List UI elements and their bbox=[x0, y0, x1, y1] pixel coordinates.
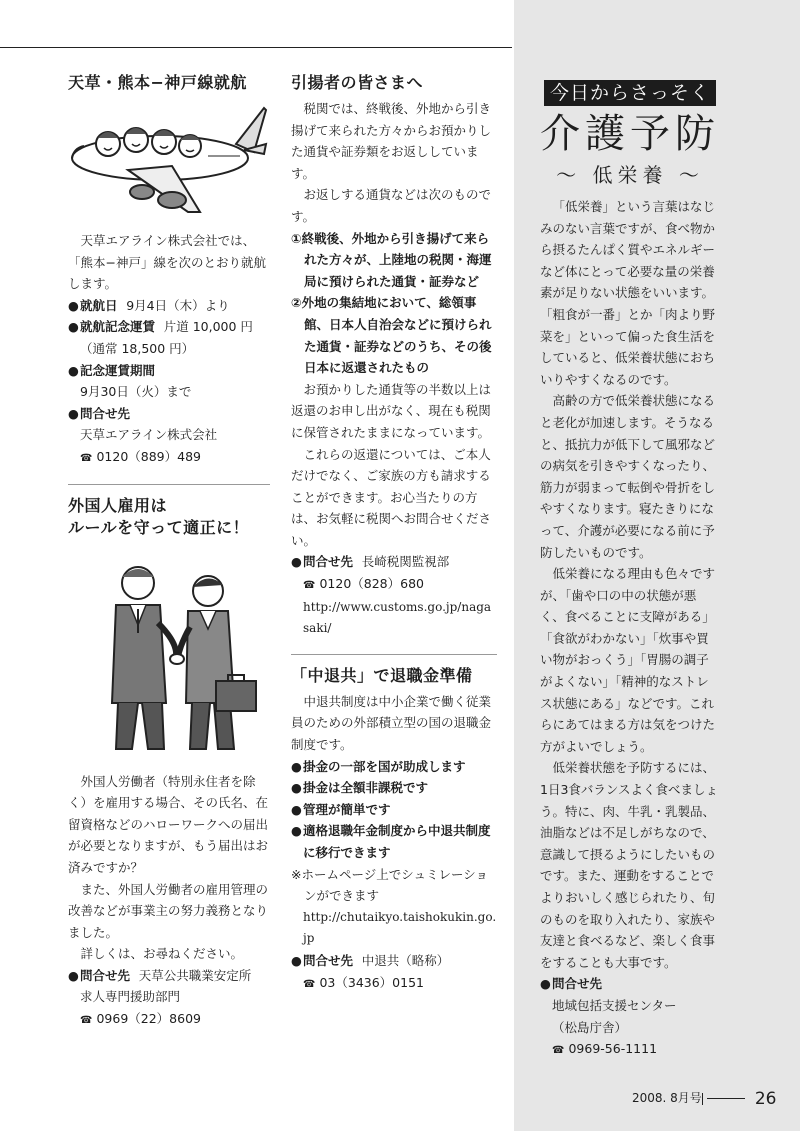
foreign-para-1: 外国人労働者（特別永住者を除く）を雇用する場合、その氏名、在留資格などのハローワークへの届出が必要となりますが、もう届出はお済みですか？ bbox=[68, 773, 269, 875]
footer-issue: 2008. 8月号 bbox=[632, 1091, 702, 1105]
chutaikyo-intro: 中退共制度は中小企業で働く従業員のための外部積立型の国の退職金制度です。 bbox=[291, 693, 492, 753]
foreign-heading bbox=[68, 495, 270, 539]
bullet-icon: ● bbox=[291, 952, 302, 968]
airline-period-value: 9月30日（火）まで bbox=[80, 384, 192, 400]
airline-period-label: 記念運賃期間 bbox=[80, 362, 156, 378]
chutaikyo-contact-phone bbox=[291, 972, 497, 996]
foreign-contact-name: 天草公共職業安定所 bbox=[138, 967, 252, 983]
bullet-icon: ● bbox=[291, 801, 302, 817]
airline-date-label: 就航日 bbox=[80, 297, 118, 313]
foreign-para-3: 詳しくは、お尋ねください。 bbox=[80, 946, 244, 962]
bullet-icon: ● bbox=[291, 758, 302, 774]
returnees-point-2: ②外地の集結地において、総領事館、日本人自治会などに預けられた通貨・証券などのうち、その後日本に返還されたもの bbox=[291, 295, 492, 376]
airline-contact-phone bbox=[68, 446, 270, 470]
bullet-icon: ● bbox=[68, 319, 79, 335]
care-contact-label: 問合せ先 bbox=[552, 976, 603, 992]
foreign-heading-line1: 外国人雇用は bbox=[68, 495, 168, 515]
airline-item-period bbox=[68, 360, 270, 382]
chutaikyo-point-text: 適格退職年金制度から中退共制度に移行できます bbox=[303, 823, 491, 860]
bullet-icon: ● bbox=[68, 405, 79, 421]
footer-bar bbox=[702, 1093, 703, 1105]
returnees-url-link[interactable]: http://www.customs.go.jp/nagasaki/ bbox=[303, 599, 492, 636]
returnees-contact-phone bbox=[291, 573, 497, 597]
care-para-3: 低栄養になる理由も色々ですが、「歯や口の中の状態が悪く、食べることに支障がある」「食欲がわかない」「炊事や買い物がおっくう」「胃腸の調子がよくない」「精神的なストレス状態にある」などです。これらにあてはまる方は気をつけた方がよいでしょう。 bbox=[540, 566, 716, 754]
care-subtitle: 〜 低栄養 〜 bbox=[556, 163, 704, 187]
airline-fare-value: 片道 10,000 円 bbox=[163, 319, 253, 335]
foreign-para-2: また、外国人労働者の雇用管理の改善などが事業主の努力義務となりました。 bbox=[68, 881, 269, 940]
footer-rule bbox=[707, 1098, 745, 1099]
airline-contact-label: 問合せ先 bbox=[80, 405, 131, 421]
airline-item-fare bbox=[68, 316, 270, 338]
chutaikyo-point-text: 掛金の一部を国が助成します bbox=[303, 758, 466, 774]
column-right-care bbox=[540, 74, 720, 1062]
bullet-icon: ● bbox=[540, 976, 551, 992]
care-contact-office: （松島庁舎） bbox=[552, 1019, 628, 1035]
foreign-contact-phone bbox=[68, 1008, 270, 1032]
chutaikyo-phone-number: 03（3436）0151 bbox=[319, 974, 424, 990]
column-left bbox=[68, 72, 270, 1032]
care-para-4: 低栄養状態を予防するには、1日3食バランスよく食べましょう。特に、肉、牛乳・乳製品、油脂などは不足しがちなので、意識して摂るようにしたいものです。また、運動をすることでよりおいしく感じられたり、旬のものを取り入れたり、家族や友達と食べるなど、楽しく食事をすることも大事です。 bbox=[540, 760, 719, 970]
foreign-phone-number: 0969（22）8609 bbox=[96, 1011, 201, 1027]
airline-item-date bbox=[68, 295, 270, 317]
returnees-contact-label: 問合せ先 bbox=[303, 554, 354, 570]
bullet-icon: ● bbox=[291, 780, 302, 796]
returnees-phone-number: 0120（828）680 bbox=[319, 576, 424, 592]
bullet-icon: ● bbox=[291, 554, 302, 570]
care-title: 介護予防 bbox=[540, 111, 720, 157]
care-kicker-wrap bbox=[540, 80, 720, 106]
returnees-contact-name: 長崎税関監視部 bbox=[361, 554, 450, 570]
page-number: 26 bbox=[754, 1088, 777, 1109]
care-contact-phone bbox=[540, 1038, 720, 1062]
chutaikyo-item-contact bbox=[291, 950, 497, 972]
bullet-icon: ● bbox=[68, 297, 79, 313]
chutaikyo-point bbox=[291, 799, 497, 821]
phone-icon: ☎ bbox=[303, 978, 316, 990]
foreign-contact-dept: 求人専門援助部門 bbox=[80, 989, 181, 1005]
airplane-illustration bbox=[68, 100, 268, 222]
bullet-icon: ● bbox=[291, 823, 302, 839]
phone-icon: ☎ bbox=[80, 452, 93, 464]
care-item-contact bbox=[540, 973, 720, 995]
chutaikyo-contact-name: 中退共（略称） bbox=[361, 952, 450, 968]
foreign-item-contact bbox=[68, 965, 270, 987]
chutaikyo-point-text: 掛金は全額非課税です bbox=[303, 780, 429, 796]
returnees-heading: 引揚者の皆さまへ bbox=[291, 73, 424, 92]
returnees-item-contact bbox=[291, 551, 497, 573]
returnees-point-1: ①終戦後、外地から引き揚げて来られた方々が、上陸地の税関・海運局に預けられた通貨・証券など bbox=[291, 230, 492, 289]
page-footer bbox=[632, 1088, 776, 1109]
chutaikyo-point bbox=[291, 820, 497, 863]
returnees-para-3: お預かりした通貨等の半数以上は返還のお申し出がなく、現在も税関に保管されたままになっています。 bbox=[291, 381, 492, 440]
care-contact-name: 地域包括支援センター bbox=[552, 997, 677, 1013]
chutaikyo-point bbox=[291, 777, 497, 799]
returnees-para-1: 税関では、終戦後、外地から引き揚げて来られた方々からお預かりした通貨や証券類をお返ししています。 bbox=[291, 101, 492, 181]
airline-heading: 天草・熊本−神戸線就航 bbox=[68, 73, 247, 92]
chutaikyo-point-text: 管理が簡単です bbox=[303, 801, 391, 817]
airline-fare-note: （通常 18,500 円） bbox=[80, 340, 195, 356]
airline-phone-number: 0120（889）489 bbox=[96, 448, 201, 464]
chutaikyo-heading: 「中退共」で退職金準備 bbox=[291, 665, 473, 685]
handshake-illustration bbox=[68, 553, 268, 763]
section-divider bbox=[68, 484, 270, 485]
airline-item-contact bbox=[68, 403, 270, 425]
top-rule bbox=[0, 47, 512, 48]
airline-intro: 天草エアライン株式会社では、「熊本−神戸」線を次のとおり就航します。 bbox=[68, 233, 266, 292]
section-divider bbox=[291, 654, 497, 655]
chutaikyo-url-link[interactable]: http://chutaikyo.taishokukin.go.jp bbox=[303, 909, 497, 946]
chutaikyo-point bbox=[291, 756, 497, 778]
column-middle bbox=[291, 72, 497, 995]
returnees-para-2: お返しする通貨などは次のものです。 bbox=[291, 187, 492, 224]
phone-icon: ☎ bbox=[80, 1015, 93, 1027]
phone-icon: ☎ bbox=[552, 1045, 565, 1057]
chutaikyo-contact-label: 問合せ先 bbox=[303, 952, 354, 968]
foreign-heading-line2: ルールを守って適正に！ bbox=[68, 517, 250, 537]
returnees-para-4: これらの返還については、ご本人だけでなく、ご家族の方も請求することができます。お心当たりの方は、お気軽に税関へお問合せください。 bbox=[291, 446, 492, 548]
airline-fare-label: 就航記念運賃 bbox=[80, 319, 156, 335]
chutaikyo-note: ※ホームページ上でシュミレーションができます bbox=[291, 866, 488, 904]
foreign-contact-label: 問合せ先 bbox=[80, 967, 131, 983]
airline-contact-name: 天草エアライン株式会社 bbox=[80, 427, 218, 443]
care-kicker: 今日からさっそく bbox=[544, 80, 716, 106]
bullet-icon: ● bbox=[68, 362, 79, 378]
care-phone-number: 0969-56-1111 bbox=[568, 1041, 658, 1057]
phone-icon: ☎ bbox=[303, 580, 316, 592]
care-para-2: 高齢の方で低栄養状態になると老化が加速します。そうなると、抵抗力が低下して風邪などの病気を引きやすくなったり、筋力が弱まって転倒や骨折をしやすくなります。寝たきりになって、介護が必要になる前に予防したいものです。 bbox=[540, 393, 716, 560]
airline-date-value: 9月4日（木）より bbox=[126, 297, 230, 313]
bullet-icon: ● bbox=[68, 967, 79, 983]
care-para-1: 「低栄養」という言葉はなじみのない言葉ですが、食べ物から摂るたんぱく質やエネルギーなど体にとって必要な量の栄養素が足りない状態をいいます。「粗食が一番」とか「肉より野菜を」といって偏った食生活をしていると、低栄養状態におちいりやすくなるのです。 bbox=[540, 199, 716, 387]
